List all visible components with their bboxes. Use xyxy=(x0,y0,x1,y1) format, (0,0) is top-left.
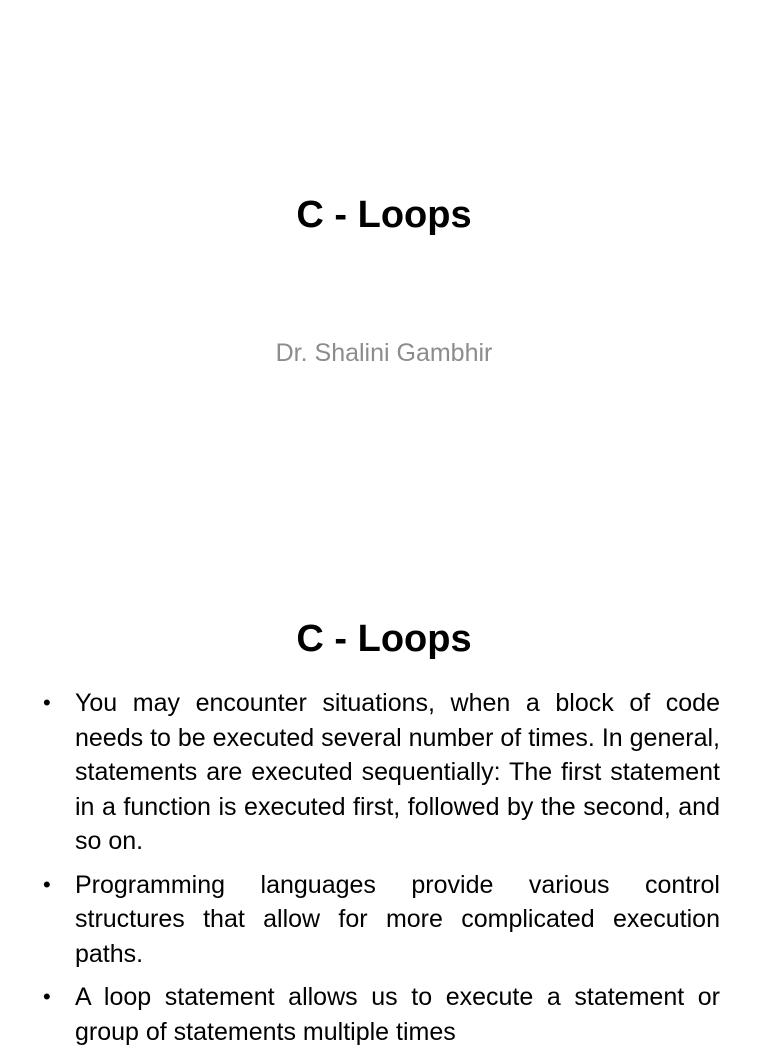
slide-title: C - Loops xyxy=(296,618,472,660)
slide-title: C - Loops xyxy=(296,194,472,236)
bullet-text: You may encounter situations, when a block of code needs to be executed several number of times. In general, statements are executed sequentially: The first statement in a function is executed first, followed by the second, and so on. xyxy=(75,689,720,855)
bullet-text: A loop statement allows us to execute a statement or group of statements multiple times xyxy=(75,983,720,1046)
content-slide xyxy=(0,576,768,1046)
bullet-text: Programming languages provide various control structures that allow for more complicated execution paths. xyxy=(75,870,720,968)
bullet-icon: • xyxy=(43,984,51,1009)
author-subtitle: Dr. Shalini Gambhir xyxy=(275,339,493,367)
bullet-list xyxy=(40,686,720,1058)
bullet-icon: • xyxy=(43,871,51,897)
bullet-item xyxy=(40,868,720,972)
bullet-icon: • xyxy=(43,690,51,715)
bullet-item xyxy=(40,980,720,1049)
bullet-item xyxy=(40,686,720,859)
